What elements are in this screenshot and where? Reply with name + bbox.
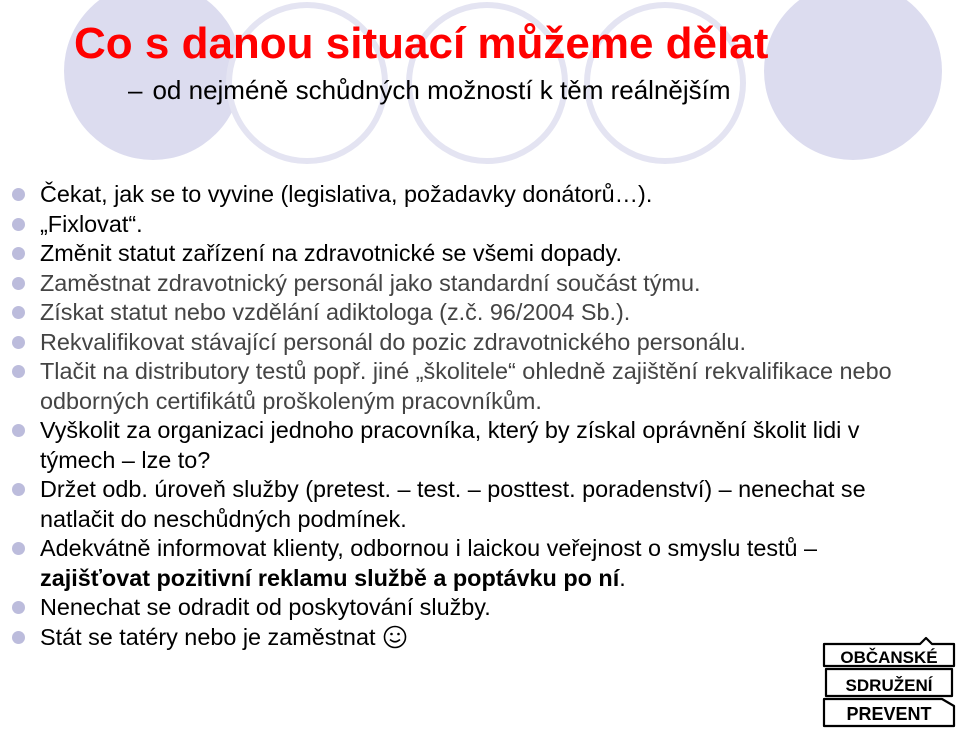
- bullet-text: „Fixlovat“.: [40, 210, 143, 237]
- bullet-text: Držet odb. úroveň služby (pretest. – test. – posttest. poradenství) – nenechat se natlačit do neschůdných podmínek.: [40, 476, 866, 532]
- bullet-text-after: .: [619, 564, 626, 591]
- subtitle-text: od nejméně schůdných možností k těm reálnějším: [152, 75, 731, 105]
- list-item: [0, 298, 920, 328]
- bullet-icon: [12, 601, 25, 614]
- bullet-text: Získat statut nebo vzdělání adiktologa (z.č. 96/2004 Sb.).: [40, 299, 631, 325]
- logo-line-2: SDRUŽENÍ: [845, 676, 933, 695]
- bullet-icon: [12, 188, 25, 201]
- bullet-icon: [12, 631, 25, 644]
- logo-line-1: OBČANSKÉ: [840, 648, 938, 667]
- prevent-logo: [822, 636, 958, 728]
- list-item: [0, 534, 920, 593]
- list-item: [0, 623, 920, 653]
- bullet-text: Stát se tatéry nebo je zaměstnat: [40, 623, 376, 650]
- smiley-icon: [383, 625, 407, 649]
- list-item: [0, 475, 920, 534]
- list-item: [0, 593, 920, 623]
- bullet-icon: [12, 277, 25, 290]
- bullet-icon: [12, 542, 25, 555]
- slide-subtitle: [128, 74, 731, 106]
- bullet-text: Tlačit na distributory testů popř. jiné „školitele“ ohledně zajištění rekvalifikace nebo odborných certifikátů proškoleným pracovníkům.: [40, 358, 892, 414]
- bullet-text-before: Adekvátně informovat klienty, odbornou i laickou veřejnost o smyslu testů –: [40, 535, 818, 561]
- bullet-icon: [12, 306, 25, 319]
- bullet-text-bold: zajišťovat pozitivní reklamu službě a poptávku po ní: [40, 564, 620, 591]
- logo-line-3: PREVENT: [846, 704, 932, 724]
- list-item: [0, 328, 920, 358]
- bullet-icon: [12, 483, 25, 496]
- list-item: [0, 416, 920, 475]
- bullet-text: Rekvalifikovat stávající personál do pozic zdravotnického personálu.: [40, 328, 746, 355]
- list-item: [0, 210, 920, 240]
- subtitle-dash: –: [128, 75, 143, 105]
- bullet-icon: [12, 247, 25, 260]
- bullet-list: [0, 180, 920, 652]
- bullet-text: Změnit statut zařízení na zdravotnické se všemi dopady.: [40, 240, 623, 266]
- list-item: [0, 269, 920, 299]
- bullet-icon: [12, 218, 25, 231]
- list-item: [0, 239, 920, 269]
- list-item: [0, 357, 920, 416]
- bullet-icon: [12, 336, 25, 349]
- bullet-text: Čekat, jak se to vyvine (legislativa, požadavky donátorů…).: [40, 181, 653, 207]
- bullet-icon: [12, 424, 25, 437]
- bullet-text: Nenechat se odradit od poskytování služby.: [40, 594, 491, 620]
- decor-circle: [764, 0, 942, 160]
- slide-title: Co s danou situací můžeme dělat: [74, 19, 769, 68]
- bullet-text: Vyškolit za organizaci jednoho pracovníka, který by získal oprávnění školit lidi v týmech – lze to?: [40, 417, 860, 473]
- bullet-icon: [12, 365, 25, 378]
- list-item: [0, 180, 920, 210]
- bullet-text: Zaměstnat zdravotnický personál jako standardní součást týmu.: [40, 269, 701, 296]
